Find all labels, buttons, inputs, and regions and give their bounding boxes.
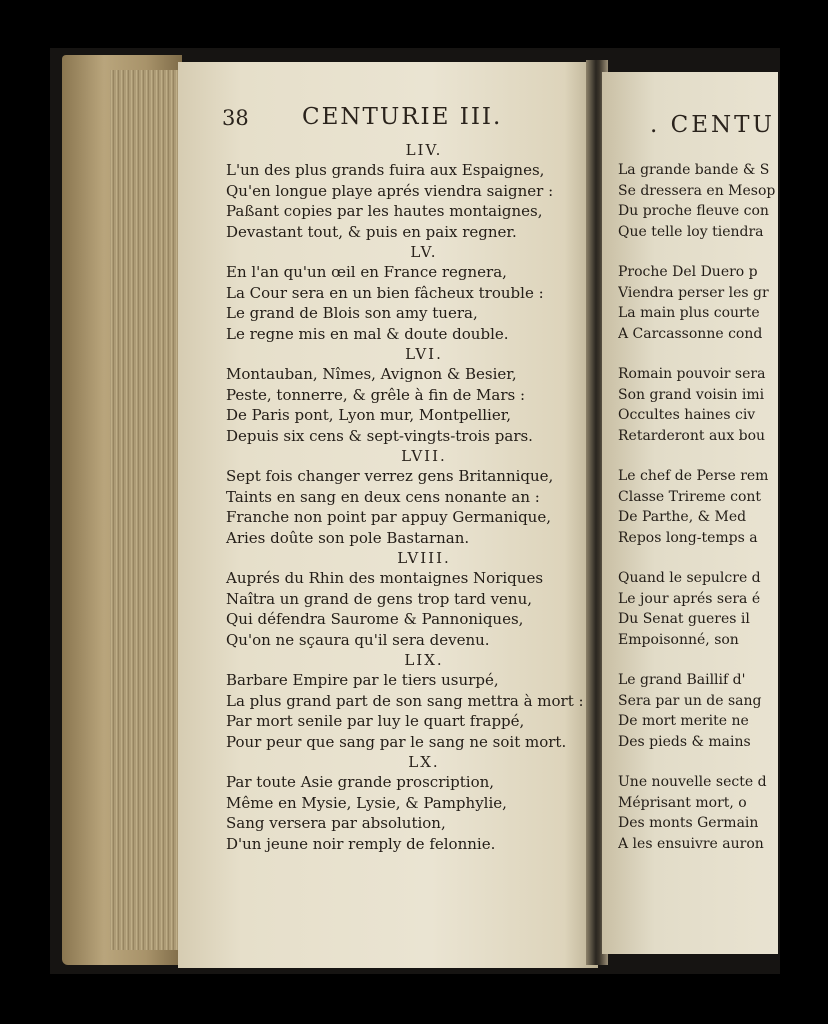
verse-line: La grande bande & S <box>618 162 770 178</box>
quatrain-59 <box>226 650 586 752</box>
verse-line: Romain pouvoir sera <box>618 366 766 382</box>
verse-line: Depuis six cens & sept-vingts-trois pars. <box>226 426 533 445</box>
quatrain-heading: LIV. <box>405 141 443 159</box>
quatrain-heading: LVI. <box>405 345 443 363</box>
verse-line: De Paris pont, Lyon mur, Montpellier, <box>226 406 512 424</box>
right-page-header: . CENTU <box>650 112 775 138</box>
verse-line: Retarderont aux bou <box>618 427 766 444</box>
verse-line: Franche non point par appuy Germanique, <box>226 508 551 526</box>
right-quatrain <box>618 772 778 854</box>
verse-line: Se dressera en Mesop <box>618 182 776 199</box>
right-quatrain <box>618 466 778 548</box>
quatrain-60 <box>226 752 586 854</box>
verse-line: Par toute Asie grande proscription, <box>226 773 495 791</box>
verse-line: Viendra perser les gr <box>618 284 769 301</box>
verse-line: Du proche fleuve con <box>618 203 769 219</box>
verse-line: A Carcassonne cond <box>618 325 763 342</box>
verse-line: Peste, tonnerre, & grêle à fin de Mars : <box>226 385 526 404</box>
right-quatrain <box>618 262 778 344</box>
verse-line: Son grand voisin imi <box>618 386 765 403</box>
right-quatrain <box>618 364 778 446</box>
verse-line: Le grand Baillif d' <box>618 672 746 688</box>
verse-line: Paßant copies par les hautes montaignes, <box>226 202 543 220</box>
verse-line: De mort merite ne <box>618 713 749 729</box>
page-edges <box>110 70 182 950</box>
verse-line: Classe Trireme cont <box>618 488 762 505</box>
verse-line: Même en Mysie, Lysie, & Pamphylie, <box>226 793 507 812</box>
verse-line: Méprisant mort, o <box>618 794 747 811</box>
right-quatrain <box>618 568 778 650</box>
verse-line: Proche Del Duero p <box>618 264 758 280</box>
verse-line: Une nouvelle secte d <box>618 774 767 790</box>
verse-line: Sera par un de sang <box>618 692 762 709</box>
verse-line: Du Senat gueres il <box>618 611 750 627</box>
quatrain-55 <box>226 242 586 344</box>
verse-line: La Cour sera en un bien fâcheux trouble : <box>226 283 544 302</box>
right-quatrain <box>618 160 778 242</box>
verse-line: Des monts Germain <box>618 815 759 831</box>
verse-line: Empoisonné, son <box>618 631 739 648</box>
left-page-header <box>222 104 562 140</box>
verse-line: Qui défendra Saurome & Pannoniques, <box>226 610 524 628</box>
verse-line: Repos long-temps a <box>618 529 758 546</box>
verse-line: Occultes haines civ <box>618 407 756 423</box>
verse-line: Qu'en longue playe aprés viendra saigner : <box>226 181 554 200</box>
quatrain-heading: LX. <box>408 753 440 771</box>
quatrain-58 <box>226 548 586 650</box>
quatrain-56 <box>226 344 586 446</box>
verse-line: Pour peur que sang par le sang ne soit mort. <box>226 732 567 751</box>
quatrain-54 <box>226 140 586 242</box>
quatrain-heading: LIX. <box>404 651 444 669</box>
verse-line: A les ensuivre auron <box>618 835 764 852</box>
verse-line: Auprés du Rhin des montaignes Noriques <box>226 569 544 587</box>
verse-line: Le jour aprés sera é <box>618 590 761 607</box>
quatrain-heading: LV. <box>410 243 438 261</box>
verse-line: De Parthe, & Med <box>618 509 747 525</box>
verse-line: Montauban, Nîmes, Avignon & Besier, <box>226 365 517 383</box>
verse-line: Naîtra un grand de gens trop tard venu, <box>226 589 533 608</box>
verse-line: Le regne mis en mal & doute double. <box>226 324 509 343</box>
verse-line: Des pieds & mains <box>618 733 751 750</box>
verse-line: L'un des plus grands fuira aux Espaignes, <box>226 161 545 179</box>
verse-line: Le chef de Perse rem <box>618 468 769 484</box>
quatrain-57 <box>226 446 586 548</box>
verse-line: Que telle loy tiendra <box>618 223 764 240</box>
verse-line: Le grand de Blois son amy tuera, <box>226 304 478 322</box>
right-page-text <box>618 160 778 854</box>
verse-line: Quand le sepulcre d <box>618 570 761 586</box>
page-number: 38 <box>222 106 249 130</box>
verse-line: Qu'on ne sçaura qu'il sera devenu. <box>226 630 490 649</box>
verse-line: Par mort senile par luy le quart frappé, <box>226 712 525 730</box>
verse-line: Sang versera par absolution, <box>226 814 446 832</box>
verse-line: La plus grand part de son sang mettra à mort : <box>226 691 584 710</box>
verse-line: D'un jeune noir remply de felonnie. <box>226 834 496 853</box>
right-quatrain <box>618 670 778 752</box>
running-title: CENTURIE III. <box>302 104 503 130</box>
verse-line: Devastant tout, & puis en paix regner. <box>226 222 517 241</box>
verse-line: La main plus courte <box>618 305 760 321</box>
verse-line: Barbare Empire par le tiers usurpé, <box>226 671 499 689</box>
verse-line: Aries doûte son pole Bastarnan. <box>226 528 470 547</box>
left-page-text <box>226 140 586 854</box>
verse-line: Taints en sang en deux cens nonante an : <box>226 487 540 506</box>
quatrain-heading: LVIII. <box>397 549 451 567</box>
quatrain-heading: LVII. <box>401 447 447 465</box>
verse-line: Sept fois changer verrez gens Britannique, <box>226 467 554 485</box>
verse-line: En l'an qu'un œil en France regnera, <box>226 263 507 281</box>
